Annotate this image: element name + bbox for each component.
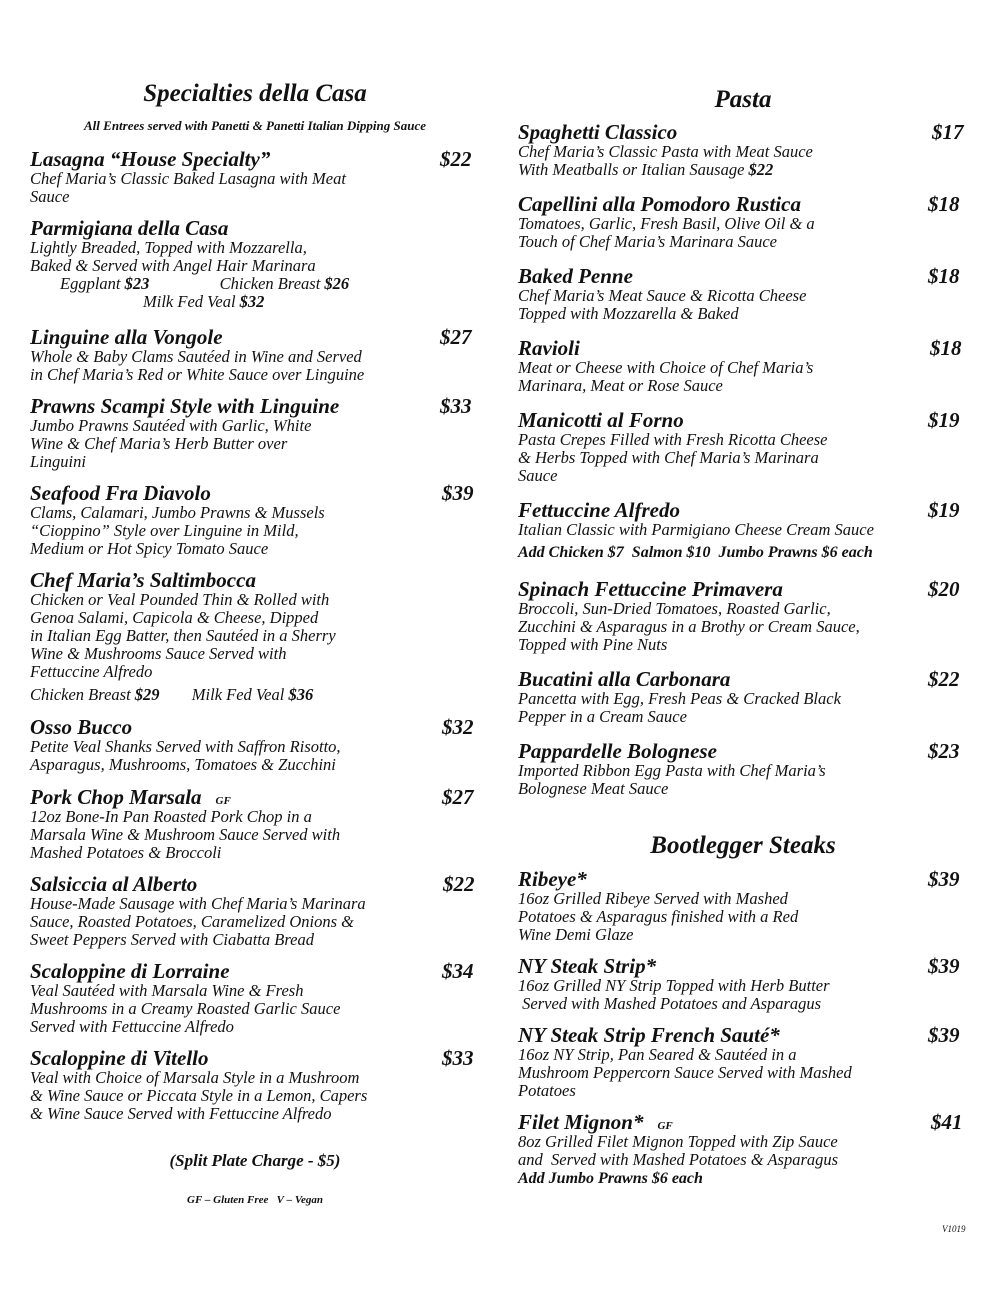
item-name: Ribeye* [518, 867, 587, 891]
item-desc-line: & Wine Sauce or Piccata Style in a Lemon, Capers [30, 1086, 368, 1105]
option-price: $29 [134, 685, 160, 704]
specialties-title: Specialties della Casa [143, 80, 367, 107]
item-desc-line: Asparagus, Mushrooms, Tomatoes & Zucchini [30, 755, 336, 774]
item-desc-line: Medium or Hot Spicy Tomato Sauce [30, 539, 269, 558]
item-desc-line: 16oz NY Strip, Pan Seared & Sautéed in a [518, 1045, 797, 1064]
item-desc-line: Pancetta with Egg, Fresh Peas & Cracked Black [518, 689, 841, 708]
menu-item-scaloppine-vitello [30, 1047, 480, 1123]
item-price: $22 [440, 147, 472, 171]
item-desc-line: Sweet Peppers Served with Ciabatta Bread [30, 930, 314, 949]
item-desc-line: Marsala Wine & Mushroom Sauce Served with [30, 825, 341, 844]
option-price: $36 [288, 685, 314, 704]
item-name: Seafood Fra Diavolo [30, 481, 211, 505]
option-label: Milk Fed Veal [143, 292, 236, 311]
item-desc-line: Genoa Salami, Capicola & Cheese, Dipped [30, 608, 319, 627]
item-desc-line: Chef Maria’s Classic Baked Lasagna with Meat [30, 169, 346, 188]
item-desc-line: 8oz Grilled Filet Mignon Topped with Zip Sauce [518, 1132, 838, 1151]
item-desc-line: Wine & Chef Maria’s Herb Butter over [30, 434, 288, 453]
item-name: Spinach Fettuccine Primavera [518, 577, 783, 601]
menu-item-carbonara [518, 668, 968, 726]
item-desc-line: Italian Classic with Parmigiano Cheese Cream Sauce [518, 520, 874, 539]
item-name: Pappardelle Bolognese [518, 739, 717, 763]
item-price: $19 [928, 408, 960, 432]
menu-item-saltimbocca [30, 569, 480, 704]
item-desc-line: Touch of Chef Maria’s Marinara Sauce [518, 232, 777, 251]
item-desc-line: 12oz Bone-In Pan Roasted Pork Chop in a [30, 807, 312, 826]
item-price: $17 [932, 120, 964, 144]
item-desc-line: Veal Sautéed with Marsala Wine & Fresh [30, 981, 304, 1000]
item-desc-line: Tomatoes, Garlic, Fresh Basil, Olive Oil & a [518, 214, 815, 233]
menu-item-osso-bucco [30, 716, 480, 774]
item-name: Filet Mignon* [518, 1110, 644, 1134]
gluten-free-tag: GF [657, 1120, 673, 1132]
item-desc-line: Petite Veal Shanks Served with Saffron Risotto, [30, 737, 341, 756]
menu-item-pork-chop [30, 786, 480, 862]
item-desc-line: Chef Maria’s Classic Pasta with Meat Sauce [518, 142, 813, 161]
menu-item-lasagna [30, 148, 480, 206]
item-desc-line: Potatoes & Asparagus finished with a Red [518, 907, 799, 926]
item-price: $32 [442, 715, 474, 739]
item-desc-line: Potatoes [518, 1081, 576, 1100]
item-desc-line: Imported Ribbon Egg Pasta with Chef Maria’s [518, 761, 826, 780]
item-desc-line: Clams, Calamari, Jumbo Prawns & Mussels [30, 503, 325, 522]
item-desc-line: Whole & Baby Clams Sautéed in Wine and Served [30, 347, 362, 366]
parmigiana-veal-row [30, 293, 480, 311]
menu-item-ribeye [518, 868, 968, 944]
menu-item-spaghetti [518, 121, 968, 179]
item-desc-line: Served with Mashed Potatoes and Asparagus [518, 994, 822, 1013]
item-name: Scaloppine di Lorraine [30, 959, 230, 983]
menu-item-bolognese [518, 740, 968, 798]
saltimbocca-options-row [30, 686, 480, 704]
menu-item-baked-penne [518, 265, 968, 323]
item-name: Spaghetti Classico [518, 120, 678, 144]
item-desc-line: Fettuccine Alfredo [30, 662, 153, 681]
menu-item-fettuccine-alfredo [518, 499, 968, 562]
item-desc-line: Lightly Breaded, Topped with Mozzarella, [30, 238, 307, 257]
item-desc-line: & Herbs Topped with Chef Maria’s Marinara [518, 448, 819, 467]
menu-item-scaloppine-lorraine [30, 960, 480, 1036]
item-price: $23 [928, 739, 960, 763]
menu-item-capellini [518, 193, 968, 251]
item-name: Manicotti al Forno [518, 408, 684, 432]
item-name: NY Steak Strip* [518, 954, 657, 978]
item-price: $39 [442, 481, 474, 505]
item-desc-line [518, 161, 968, 179]
diet-legend: GF – Gluten Free V – Vegan [187, 1194, 323, 1206]
pasta-title: Pasta [714, 86, 772, 113]
item-desc-line: Zucchini & Asparagus in a Brothy or Cream Sauce, [518, 617, 860, 636]
item-desc-line: Broccoli, Sun-Dried Tomatoes, Roasted Garlic, [518, 599, 831, 618]
option-label: Chicken Breast [219, 274, 321, 293]
specialties-subtitle: All Entrees served with Panetti & Panetti Italian Dipping Sauce [84, 118, 426, 133]
item-price: $18 [930, 336, 962, 360]
item-price: $20 [928, 577, 960, 601]
item-desc-line: Baked & Served with Angel Hair Marinara [30, 256, 316, 275]
item-desc-line: in Chef Maria’s Red or White Sauce over Linguine [30, 365, 365, 384]
menu-item-prawns-scampi [30, 395, 480, 471]
item-price: $18 [928, 192, 960, 216]
item-desc-line: Veal with Choice of Marsala Style in a Mushroom [30, 1068, 360, 1087]
item-name: Lasagna “House Specialty” [30, 147, 271, 171]
item-desc-line: Served with Fettuccine Alfredo [30, 1017, 234, 1036]
menu-item-ny-strip-saute [518, 1024, 968, 1100]
item-desc-line: Mushroom Peppercorn Sauce Served with Mashed [518, 1063, 852, 1082]
menu-item-parmigiana [30, 217, 480, 311]
item-desc-line: & Wine Sauce Served with Fettuccine Alfredo [30, 1104, 332, 1123]
item-desc-line: Sauce [30, 187, 70, 206]
item-desc-line: and Served with Mashed Potatoes & Asparagus [518, 1150, 839, 1169]
option-price: $32 [239, 292, 265, 311]
item-price: $33 [440, 394, 472, 418]
item-name: Ravioli [518, 336, 580, 360]
item-name: Fettuccine Alfredo [518, 498, 680, 522]
item-price: $18 [928, 264, 960, 288]
item-price: $27 [440, 325, 472, 349]
item-price: $39 [928, 867, 960, 891]
item-desc-line: Mushrooms in a Creamy Roasted Garlic Sauce [30, 999, 341, 1018]
version-code: V1019 [942, 1224, 966, 1234]
item-name: Bucatini alla Carbonara [518, 667, 731, 691]
menu-item-manicotti [518, 409, 968, 485]
option-label: Eggplant [60, 274, 121, 293]
menu-item-fra-diavolo [30, 482, 480, 558]
item-desc-line: Sauce, Roasted Potatoes, Caramelized Onions & [30, 912, 355, 931]
item-price: $39 [928, 1023, 960, 1047]
item-desc-line: Jumbo Prawns Sautéed with Garlic, White [30, 416, 312, 435]
item-price: $41 [931, 1110, 963, 1134]
item-desc-line: Marinara, Meat or Rose Sauce [518, 376, 723, 395]
item-name: Salsiccia al Alberto [30, 872, 198, 896]
item-price: $22 [443, 872, 475, 896]
item-desc-line: Wine & Mushrooms Sauce Served with [30, 644, 287, 663]
menu-item-vongole [30, 326, 480, 384]
item-name: Chef Maria’s Saltimbocca [30, 568, 256, 592]
item-name: Parmigiana della Casa [30, 216, 229, 240]
item-name: Osso Bucco [30, 715, 133, 739]
option-label: Milk Fed Veal [191, 685, 285, 704]
item-desc-line: 16oz Grilled NY Strip Topped with Herb Butter [518, 976, 830, 995]
menu-item-ravioli [518, 337, 968, 395]
option-price: $23 [124, 274, 150, 293]
option-price: $22 [748, 160, 774, 179]
alfredo-addons: Add Chicken $7 Salmon $10 Jumbo Prawns $6 each [518, 544, 873, 561]
steaks-title: Bootlegger Steaks [650, 832, 836, 859]
item-price: $19 [928, 498, 960, 522]
item-desc-line: Pasta Crepes Filled with Fresh Ricotta Cheese [518, 430, 828, 449]
menu-item-ny-strip [518, 955, 968, 1013]
item-desc-line: Linguini [30, 452, 86, 471]
item-price: $22 [928, 667, 960, 691]
item-name: NY Steak Strip French Sauté* [518, 1023, 780, 1047]
item-desc-line: Wine Demi Glaze [518, 925, 634, 944]
item-desc-line: Topped with Pine Nuts [518, 635, 668, 654]
item-desc-text: With Meatballs or Italian Sausage [518, 160, 749, 179]
item-desc-line: “Cioppino” Style over Linguine in Mild, [30, 521, 299, 540]
option-price: $26 [324, 274, 350, 293]
item-desc-line: Sauce [518, 466, 558, 485]
item-desc-line: Mashed Potatoes & Broccoli [30, 843, 222, 862]
item-price: $27 [442, 785, 474, 809]
parmigiana-options-row [30, 275, 480, 293]
item-price: $39 [928, 954, 960, 978]
item-desc-line: Topped with Mozzarella & Baked [518, 304, 739, 323]
filet-addon: Add Jumbo Prawns $6 each [518, 1170, 703, 1187]
item-desc-line: Pepper in a Cream Sauce [518, 707, 687, 726]
item-name: Scaloppine di Vitello [30, 1046, 209, 1070]
item-name: Pork Chop Marsala [30, 785, 202, 809]
item-name: Linguine alla Vongole [30, 325, 223, 349]
item-desc-line: in Italian Egg Batter, then Sautéed in a Sherry [30, 626, 336, 645]
item-desc-line: 16oz Grilled Ribeye Served with Mashed [518, 889, 788, 908]
item-name: Capellini alla Pomodoro Rustica [518, 192, 801, 216]
item-name: Prawns Scampi Style with Linguine [30, 394, 340, 418]
item-desc-line: Chicken or Veal Pounded Thin & Rolled with [30, 590, 330, 609]
option-label: Chicken Breast [30, 685, 131, 704]
item-desc-line: Meat or Cheese with Choice of Chef Maria’s [518, 358, 814, 377]
menu-item-salsiccia [30, 873, 480, 949]
menu-item-primavera [518, 578, 968, 654]
gluten-free-tag: GF [215, 795, 231, 807]
item-price: $33 [442, 1046, 474, 1070]
split-plate-charge: (Split Plate Charge - $5) [169, 1151, 341, 1170]
menu-item-filet-mignon [518, 1111, 968, 1188]
item-desc-line: House-Made Sausage with Chef Maria’s Marinara [30, 894, 366, 913]
item-name: Baked Penne [518, 264, 633, 288]
item-price: $34 [442, 959, 474, 983]
item-desc-line: Bolognese Meat Sauce [518, 779, 669, 798]
item-desc-line: Chef Maria’s Meat Sauce & Ricotta Cheese [518, 286, 807, 305]
